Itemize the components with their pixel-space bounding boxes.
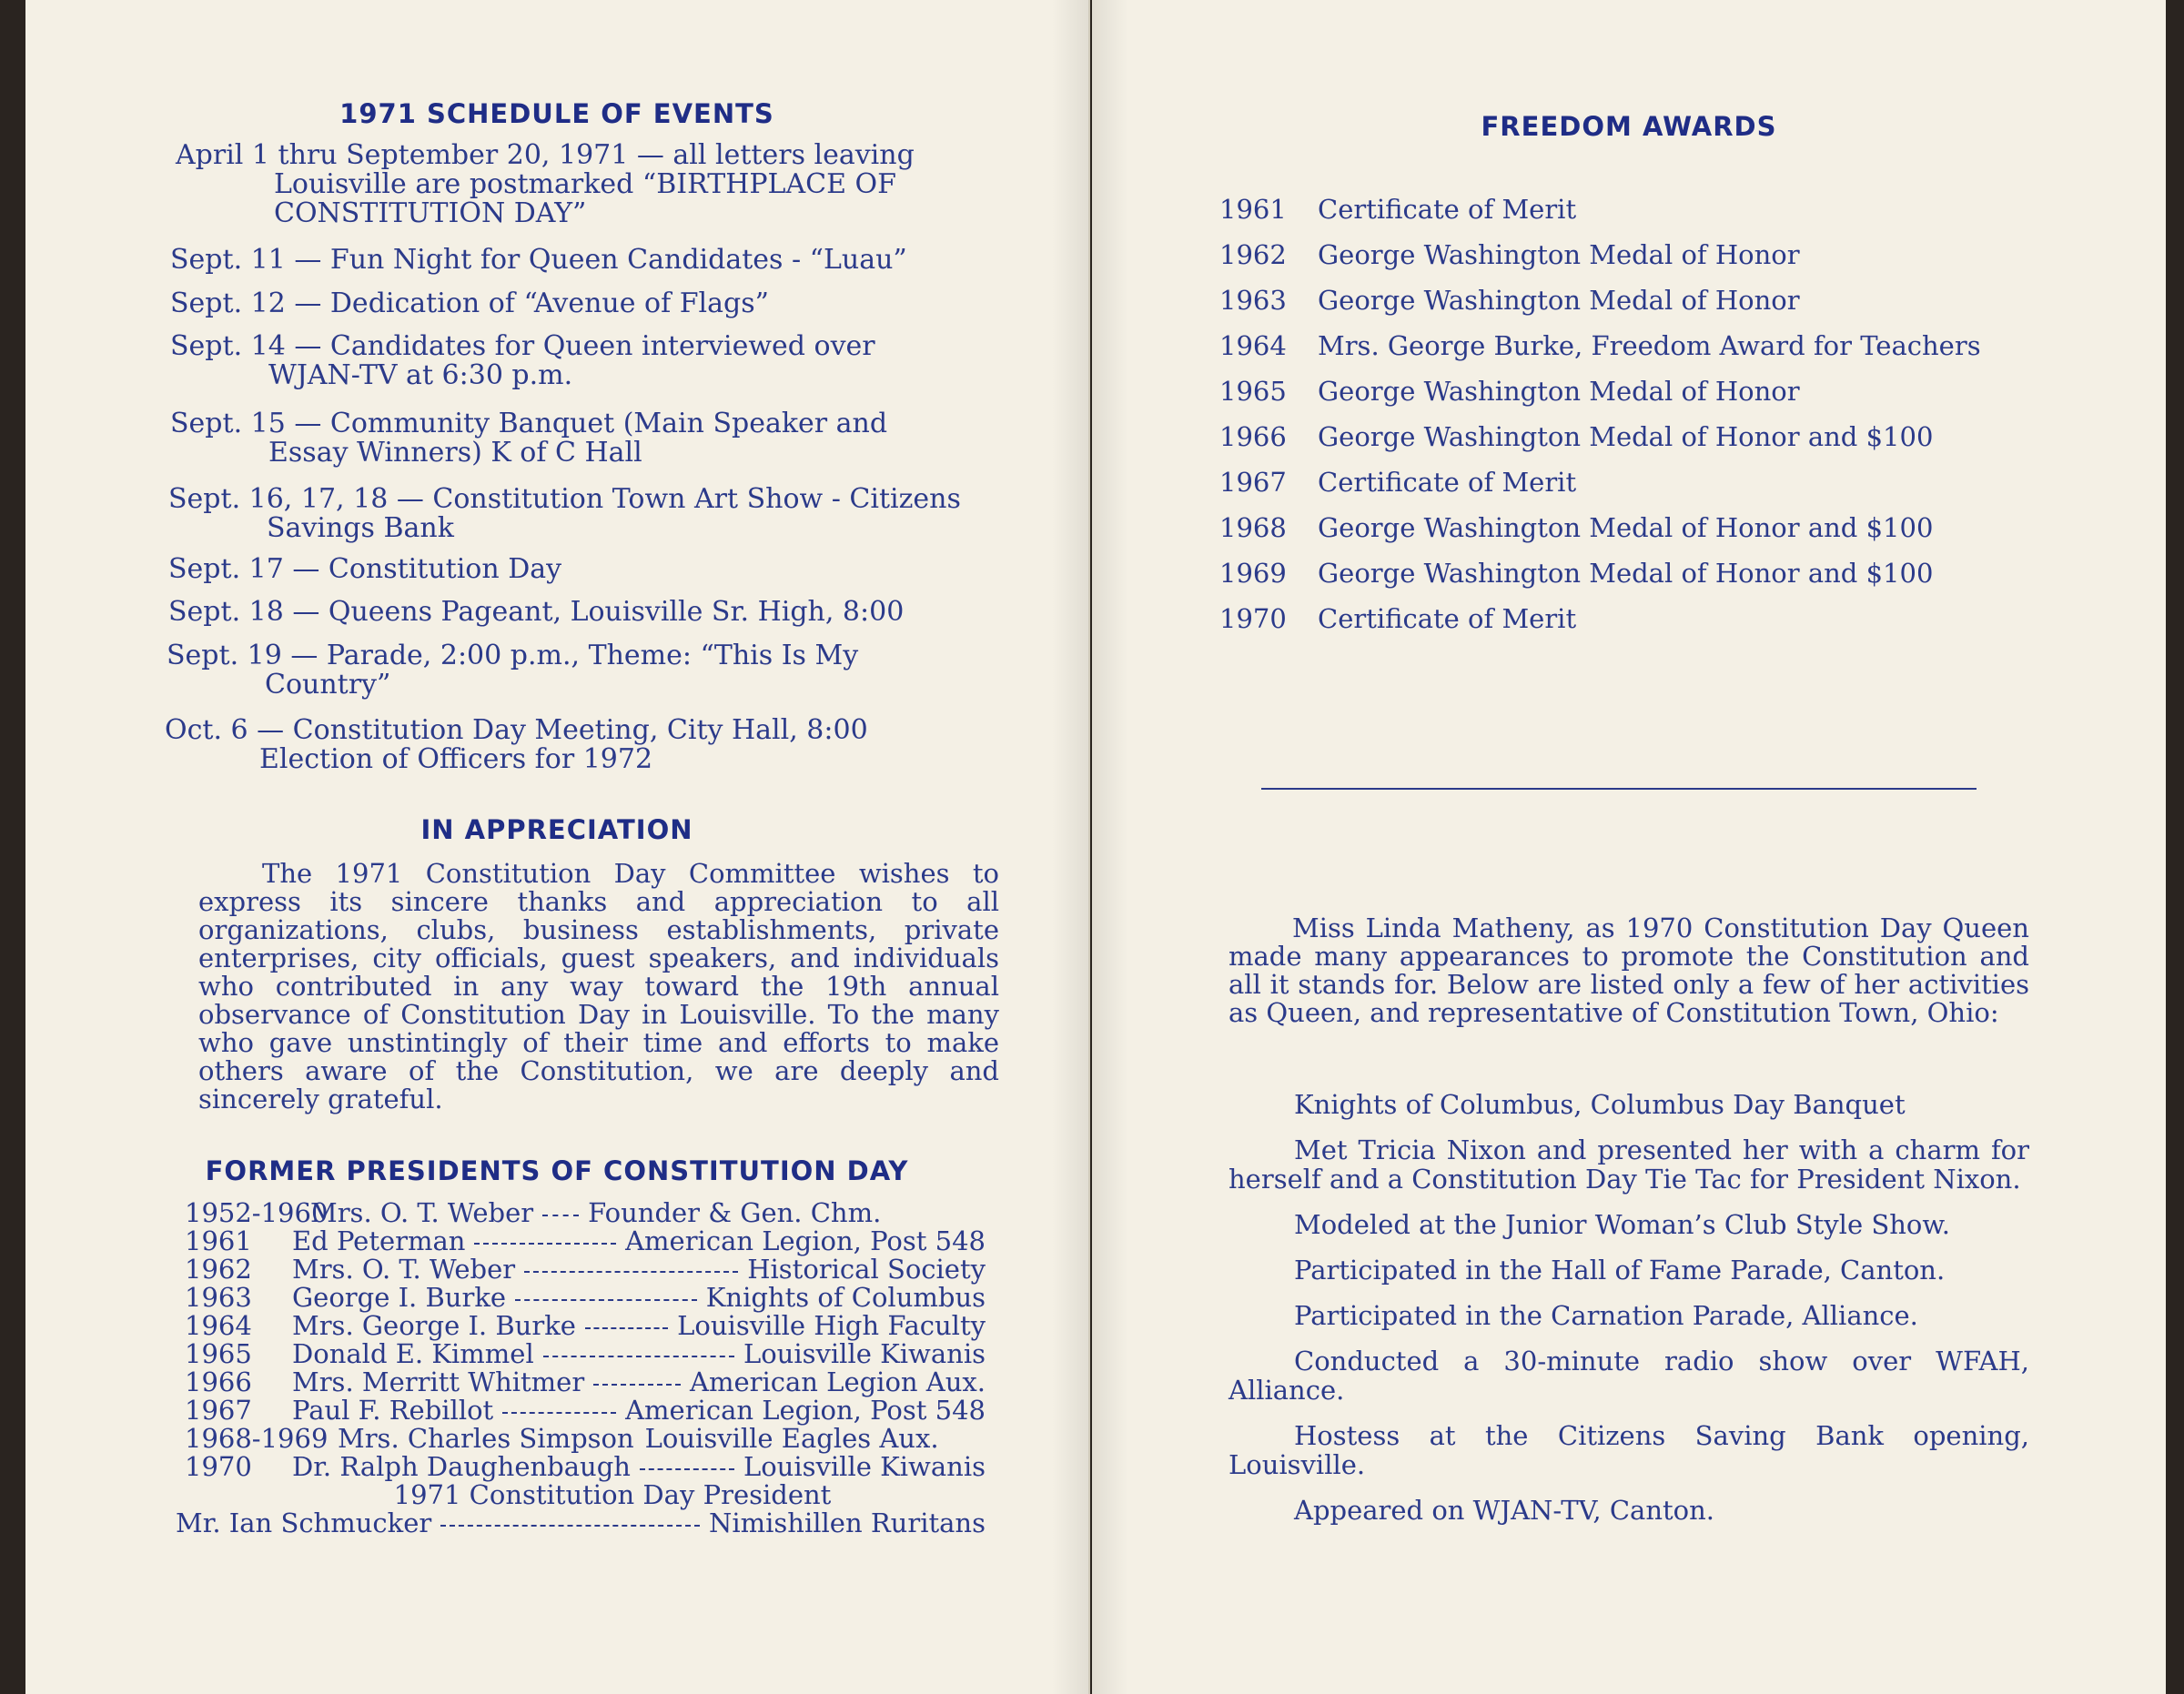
schedule-item-lead: Sept. 19 — Parade, 2:00 p.m., Theme: “This Is My xyxy=(167,640,859,671)
award-name: George Washington Medal of Honor xyxy=(1318,376,1800,407)
president-org: Founder & Gen. Chm. xyxy=(588,1197,882,1228)
award-year: 1970 xyxy=(1219,603,1287,634)
queen-activities-list xyxy=(1228,1090,2029,1541)
schedule-item-lead: Oct. 6 — Constitution Day Meeting, City Hall, 8:00 xyxy=(165,714,868,746)
leader-dots xyxy=(640,1468,734,1470)
activity-item: Conducted a 30-minute radio show over WFAH, Alliance. xyxy=(1228,1346,2029,1406)
award-year: 1962 xyxy=(1219,239,1287,270)
schedule-item-lead: April 1 thru September 20, 1971 — all letters leaving xyxy=(176,139,915,171)
schedule-item xyxy=(165,716,1002,774)
schedule-item xyxy=(170,289,1007,318)
schedule-item xyxy=(170,409,1007,468)
leader-dots xyxy=(502,1412,616,1414)
activity-item: Participated in the Hall of Fame Parade, Canton. xyxy=(1294,1255,1946,1286)
award-year: 1963 xyxy=(1219,285,1287,316)
president-year: 1967 xyxy=(185,1395,252,1426)
award-row xyxy=(1219,459,2129,505)
president-name: Ed Peterman xyxy=(292,1225,466,1256)
schedule-item-lead: Sept. 15 — Community Banquet (Main Speaker and xyxy=(170,408,888,439)
schedule-item-cont: WJAN-TV at 6:30 p.m. xyxy=(268,359,573,391)
appreciation-title: IN APPRECIATION xyxy=(420,814,693,845)
president-name: Mrs. O. T. Weber xyxy=(310,1197,534,1228)
schedule-item-cont: Savings Bank xyxy=(267,512,454,544)
president-org: American Legion Aux. xyxy=(690,1366,986,1397)
award-year: 1969 xyxy=(1219,558,1287,589)
award-name: George Washington Medal of Honor xyxy=(1318,285,1800,316)
leader-dots xyxy=(585,1327,668,1329)
leader-dots xyxy=(524,1271,738,1273)
award-row xyxy=(1219,550,2129,596)
activity-item: Met Tricia Nixon and presented her with a charm for herself and a Constitution Day Tie Tac for President Nixon. xyxy=(1228,1134,2029,1195)
president-org: Louisville Kiwanis xyxy=(743,1338,986,1369)
president-org: Knights of Columbus xyxy=(705,1282,986,1313)
president-name: Mrs. George I. Burke xyxy=(292,1310,576,1341)
president-row xyxy=(185,1397,986,1425)
president-name: Mrs. Charles Simpson xyxy=(338,1423,634,1454)
queen-intro-paragraph: Miss Linda Matheny, as 1970 Constitution Day Queen made many appearances to promote the Constitution and all it stands for. Below are listed only a few of her activities as Queen, and representative of Constitution Town, Ohio: xyxy=(1228,913,2029,1028)
schedule-item xyxy=(176,141,1013,228)
activity-item: Participated in the Carnation Parade, Alliance. xyxy=(1294,1300,1918,1331)
award-row xyxy=(1219,323,2129,368)
leader-dots xyxy=(515,1299,697,1301)
president-row xyxy=(185,1425,986,1453)
current-president-name: Mr. Ian Schmucker xyxy=(176,1507,432,1538)
award-year: 1966 xyxy=(1219,421,1287,452)
president-org: Louisville Eagles Aux. xyxy=(644,1423,939,1454)
president-year: 1962 xyxy=(185,1254,252,1285)
schedule-item-cont: Essay Winners) K of C Hall xyxy=(268,437,642,469)
activity-item: Hostess at the Citizens Saving Bank opening, Louisville. xyxy=(1228,1420,2029,1480)
president-row xyxy=(185,1368,986,1397)
president-org: American Legion, Post 548 xyxy=(625,1395,986,1426)
award-name: George Washington Medal of Honor and $100 xyxy=(1318,512,1934,543)
president-row xyxy=(185,1340,986,1368)
schedule-item-lead: Sept. 18 — Queens Pageant, Louisville Sr. High, 8:00 xyxy=(168,596,905,628)
schedule-item xyxy=(170,332,1007,390)
award-year: 1967 xyxy=(1219,467,1287,498)
leader-dots xyxy=(474,1243,616,1245)
president-org: Louisville High Faculty xyxy=(677,1310,986,1341)
award-row xyxy=(1219,414,2129,459)
president-name: Paul F. Rebillot xyxy=(292,1395,494,1426)
presidents-title: FORMER PRESIDENTS OF CONSTITUTION DAY xyxy=(205,1155,909,1186)
president-row xyxy=(185,1284,986,1312)
president-year: 1961 xyxy=(185,1225,252,1256)
activity-item: Knights of Columbus, Columbus Day Banquet xyxy=(1294,1089,1906,1120)
president-year: 1952-1960 xyxy=(185,1197,329,1228)
current-president-org: Nimishillen Ruritans xyxy=(708,1507,986,1538)
schedule-item xyxy=(167,641,1004,700)
divider-rule xyxy=(1261,788,1977,790)
president-year: 1966 xyxy=(185,1366,252,1397)
president-year: 1965 xyxy=(185,1338,252,1369)
award-year: 1968 xyxy=(1219,512,1287,543)
leader-dots xyxy=(440,1525,700,1527)
award-year: 1964 xyxy=(1219,330,1287,361)
schedule-item-lead: Sept. 16, 17, 18 — Constitution Town Art Show - Citizens xyxy=(168,483,961,515)
president-year: 1970 xyxy=(185,1451,252,1482)
schedule-item xyxy=(168,598,1006,627)
right-page xyxy=(1092,0,2166,1694)
president-year: 1968-1969 xyxy=(185,1423,329,1454)
presidents-list xyxy=(176,1197,986,1538)
award-row xyxy=(1219,277,2129,323)
gutter-shadow-right xyxy=(1092,0,1128,1694)
schedule-item-lead: Sept. 11 — Fun Night for Queen Candidates - “Luau” xyxy=(170,244,907,276)
president-name: Mrs. O. T. Weber xyxy=(292,1254,516,1285)
left-page xyxy=(25,0,1090,1694)
award-year: 1961 xyxy=(1219,194,1287,225)
president-row xyxy=(185,1199,986,1227)
president-org: American Legion, Post 548 xyxy=(625,1225,986,1256)
appreciation-paragraph: The 1971 Constitution Day Committee wishes to express its sincere thanks and appreciation to all organizations, clubs, business establishments, private enterprises, city officials, guest speakers, and individuals who contributed in any way toward the 19th annual observance of Constitution Day in Louisville. To the many who gave unstintingly of their time and efforts to make others aware of the Constitution, we are deeply and sincerely grateful. xyxy=(198,858,999,1114)
president-row xyxy=(185,1453,986,1481)
president-year: 1964 xyxy=(185,1310,252,1341)
award-row xyxy=(1219,596,2129,641)
award-row xyxy=(1219,368,2129,414)
awards-title: FREEDOM AWARDS xyxy=(1481,111,1777,142)
award-name: Certificate of Merit xyxy=(1318,194,1577,225)
schedule-item-lead: Sept. 12 — Dedication of “Avenue of Flags” xyxy=(170,287,769,319)
activity-item: Appeared on WJAN-TV, Canton. xyxy=(1294,1495,1715,1526)
award-name: George Washington Medal of Honor and $100 xyxy=(1318,421,1934,452)
president-org: Historical Society xyxy=(747,1254,986,1285)
awards-list xyxy=(1219,187,2129,641)
award-row xyxy=(1219,505,2129,550)
president-row xyxy=(185,1227,986,1255)
leader-dots xyxy=(593,1384,681,1386)
award-name: Mrs. George Burke, Freedom Award for Teachers xyxy=(1318,330,1981,361)
president-name: Donald E. Kimmel xyxy=(292,1338,534,1369)
leader-dots xyxy=(542,1215,579,1216)
schedule-item-cont: Country” xyxy=(265,669,391,701)
award-name: Certificate of Merit xyxy=(1318,467,1577,498)
schedule-item-cont: Election of Officers for 1972 xyxy=(259,743,653,775)
award-row xyxy=(1219,187,2129,232)
schedule-item xyxy=(168,485,1006,543)
schedule-item-lead: Sept. 17 — Constitution Day xyxy=(168,553,562,585)
president-name: Dr. Ralph Daughenbaugh xyxy=(292,1451,631,1482)
award-name: George Washington Medal of Honor and $100 xyxy=(1318,558,1934,589)
president-year: 1963 xyxy=(185,1282,252,1313)
schedule-item-lead: Sept. 14 — Candidates for Queen interviewed over xyxy=(170,330,875,362)
president-row xyxy=(185,1255,986,1284)
leader-dots xyxy=(543,1356,734,1357)
president-org: Louisville Kiwanis xyxy=(743,1451,986,1482)
current-president-row xyxy=(176,1509,986,1538)
schedule-title: 1971 SCHEDULE OF EVENTS xyxy=(339,98,774,129)
award-row xyxy=(1219,232,2129,277)
award-year: 1965 xyxy=(1219,376,1287,407)
schedule-item xyxy=(170,246,1007,275)
current-president-label: 1971 Constitution Day President xyxy=(393,1479,832,1510)
gutter-shadow-left xyxy=(1052,0,1088,1694)
president-name: George I. Burke xyxy=(292,1282,507,1313)
president-name: Mrs. Merritt Whitmer xyxy=(292,1366,585,1397)
president-row xyxy=(185,1312,986,1340)
current-president-label-row xyxy=(185,1481,986,1509)
schedule-item xyxy=(168,555,1006,584)
award-name: Certificate of Merit xyxy=(1318,603,1577,634)
schedule-item-cont: Louisville are postmarked “BIRTHPLACE OF CONSTITUTION DAY” xyxy=(274,168,896,229)
activity-item: Modeled at the Junior Woman’s Club Style Show. xyxy=(1294,1209,1950,1240)
award-name: George Washington Medal of Honor xyxy=(1318,239,1800,270)
